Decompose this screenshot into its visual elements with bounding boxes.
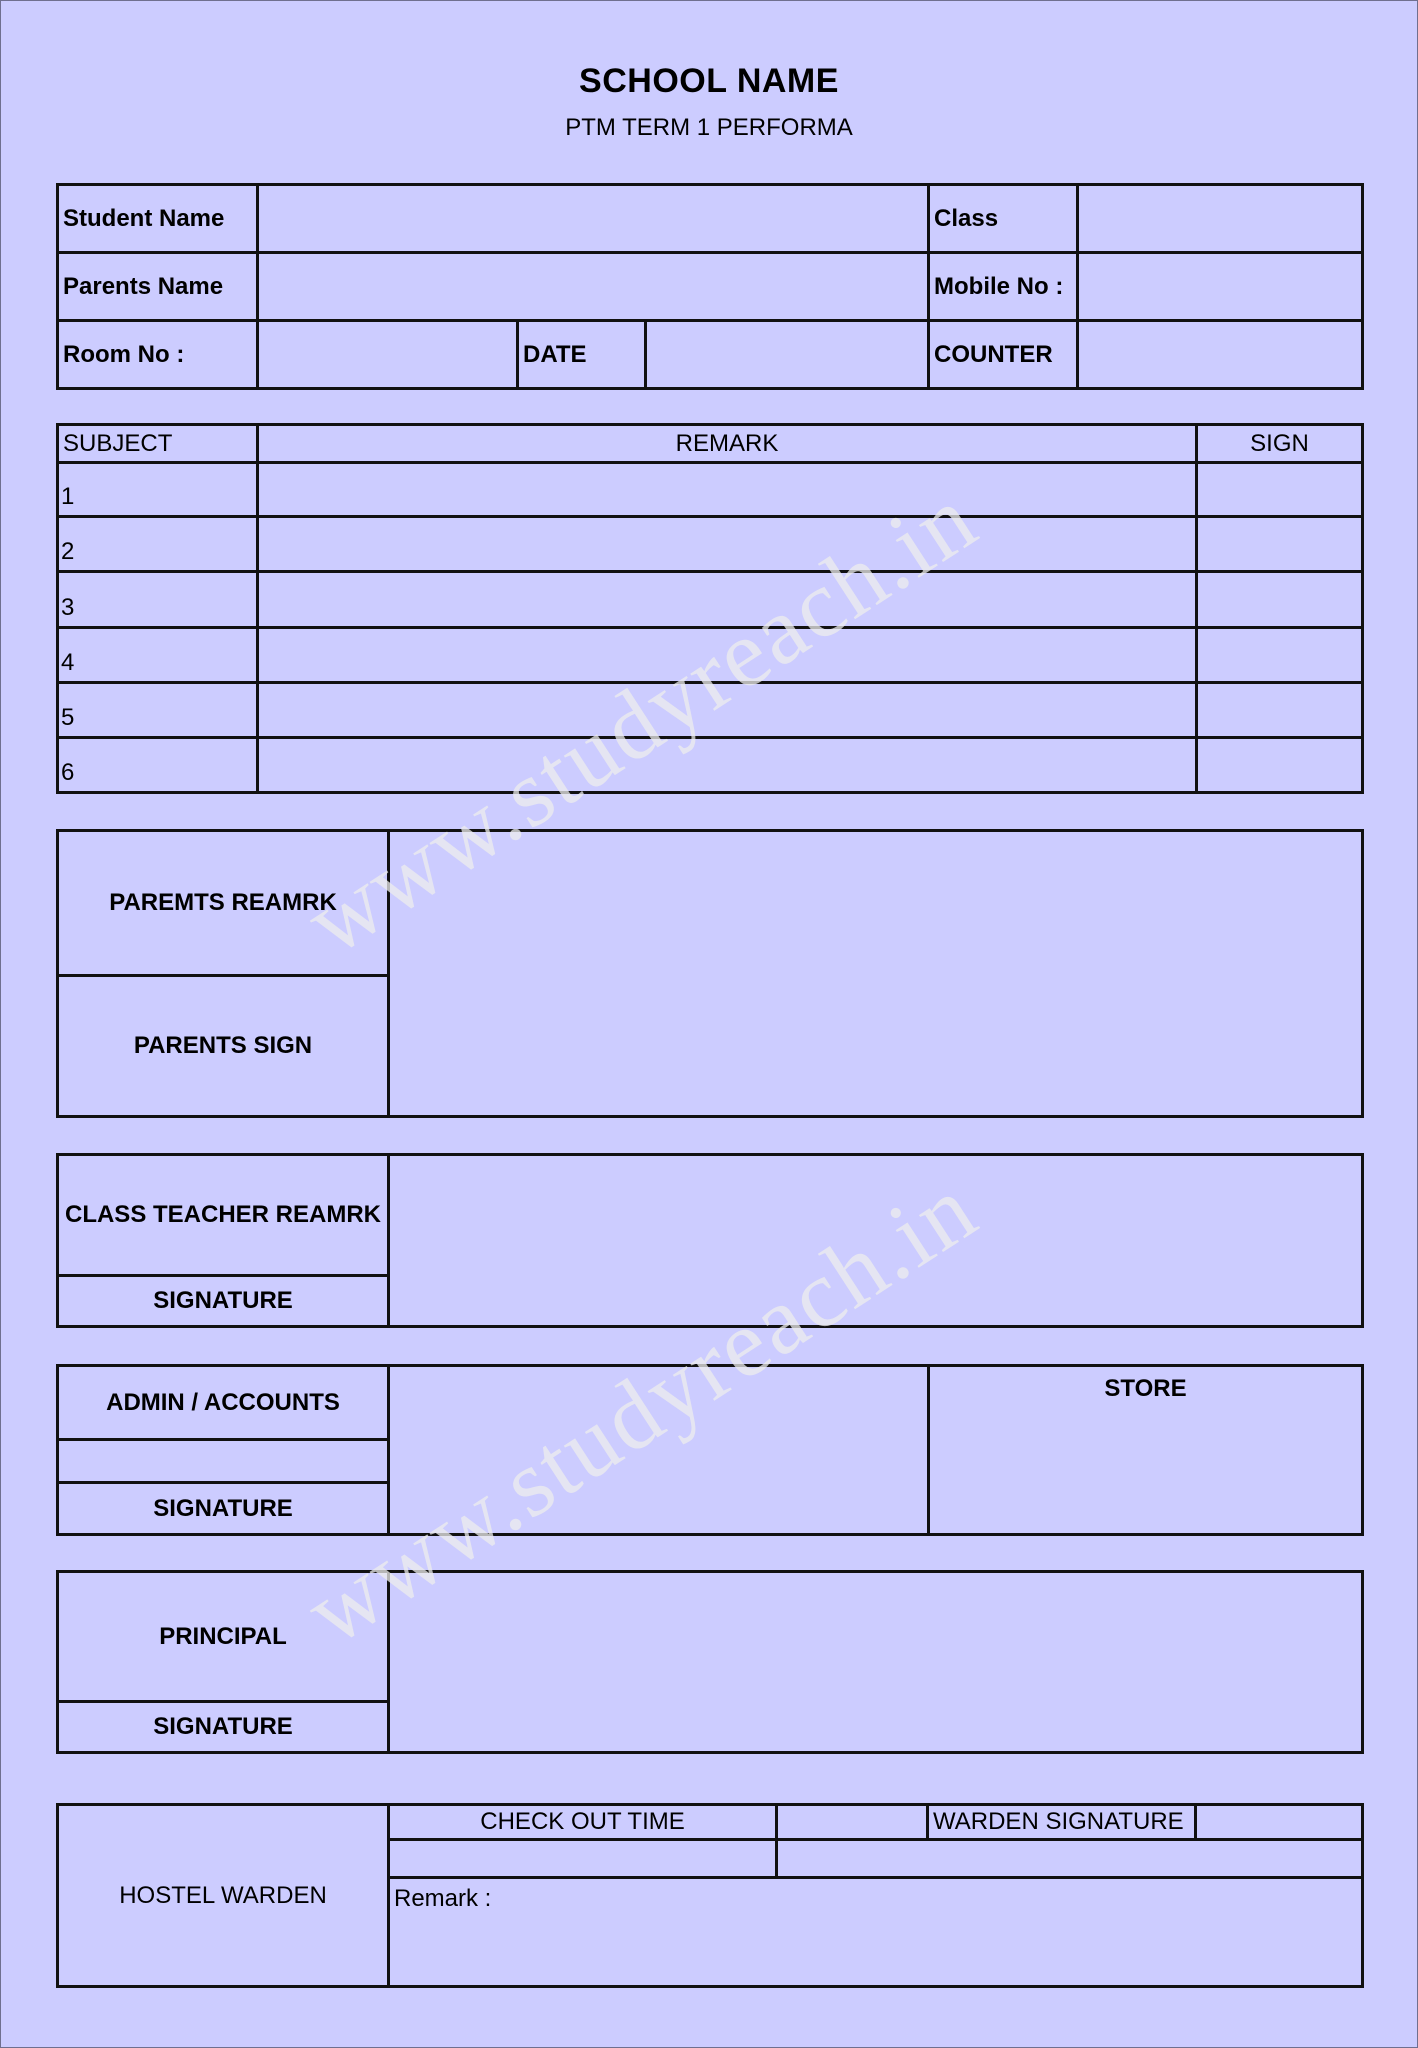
- student-name-label: Student Name: [58, 185, 258, 253]
- subject-sign-field[interactable]: [1197, 463, 1363, 517]
- class-teacher-signature-label: SIGNATURE: [58, 1276, 389, 1327]
- class-field[interactable]: [1078, 185, 1363, 253]
- subject-row-number: 6: [58, 738, 258, 793]
- form-subtitle: PTM TERM 1 PERFORMA: [565, 114, 853, 141]
- checkout-time-label: CHECK OUT TIME: [389, 1805, 777, 1840]
- subject-sign-field[interactable]: [1197, 572, 1363, 628]
- subject-remark-field[interactable]: [258, 572, 1197, 628]
- subject-row-number: 3: [58, 572, 258, 628]
- parents-name-label: Parents Name: [58, 253, 258, 321]
- admin-section-table: [56, 1364, 1364, 1536]
- sign-header: SIGN: [1197, 425, 1363, 463]
- subject-remark-field[interactable]: [258, 628, 1197, 683]
- warden-signature-value-field[interactable]: [777, 1840, 1363, 1878]
- subject-row-number: 1: [58, 463, 258, 517]
- student-info-table: [56, 183, 1364, 390]
- class-teacher-table: [56, 1153, 1364, 1328]
- mobile-field[interactable]: [1078, 253, 1363, 321]
- principal-label: PRINCIPAL: [58, 1572, 389, 1702]
- parents-sign-label: PARENTS SIGN: [58, 976, 389, 1117]
- hostel-warden-label: HOSTEL WARDEN: [58, 1805, 389, 1987]
- subject-header: SUBJECT: [58, 425, 258, 463]
- checkout-value-field[interactable]: [389, 1840, 777, 1878]
- subject-sign-field[interactable]: [1197, 517, 1363, 572]
- class-teacher-remark-label: CLASS TEACHER REAMRK: [58, 1155, 389, 1276]
- school-name-title: SCHOOL NAME: [579, 62, 839, 100]
- class-label: Class: [929, 185, 1078, 253]
- parents-remark-field[interactable]: [389, 831, 1363, 1117]
- checkout-time-field[interactable]: [777, 1805, 928, 1840]
- date-label: DATE: [518, 321, 646, 389]
- subject-remark-field[interactable]: [258, 738, 1197, 793]
- room-field[interactable]: [258, 321, 518, 389]
- date-field[interactable]: [646, 321, 929, 389]
- principal-remark-field[interactable]: [389, 1572, 1363, 1753]
- counter-label: COUNTER: [929, 321, 1078, 389]
- room-label: Room No :: [58, 321, 258, 389]
- warden-signature-field[interactable]: [1196, 1805, 1363, 1840]
- parents-section-table: [56, 829, 1364, 1118]
- parents-name-field[interactable]: [258, 253, 929, 321]
- subject-sign-field[interactable]: [1197, 738, 1363, 793]
- counter-field[interactable]: [1078, 321, 1363, 389]
- subject-sign-field[interactable]: [1197, 683, 1363, 738]
- subject-row-number: 2: [58, 517, 258, 572]
- hostel-section-table: [56, 1803, 1364, 1988]
- admin-signature-label: SIGNATURE: [58, 1483, 389, 1535]
- admin-remark-field[interactable]: [389, 1366, 929, 1535]
- subject-remark-field[interactable]: [258, 517, 1197, 572]
- watermark-text: www.studyreach.in: [286, 463, 995, 976]
- remark-header: REMARK: [258, 425, 1197, 463]
- subject-remark-field[interactable]: [258, 463, 1197, 517]
- parents-remark-label: PAREMTS REAMRK: [58, 831, 389, 976]
- hostel-remark-field[interactable]: Remark :: [389, 1878, 1363, 1987]
- principal-signature-label: SIGNATURE: [58, 1702, 389, 1753]
- principal-section-table: [56, 1570, 1364, 1754]
- store-label: STORE: [929, 1366, 1363, 1535]
- admin-blank-field[interactable]: [58, 1440, 389, 1483]
- admin-accounts-label: ADMIN / ACCOUNTS: [58, 1366, 389, 1440]
- watermark-text: www.studyreach.in: [286, 1153, 995, 1666]
- subject-row-number: 4: [58, 628, 258, 683]
- warden-signature-label: WARDEN SIGNATURE: [928, 1805, 1196, 1840]
- mobile-label: Mobile No :: [929, 253, 1078, 321]
- subject-remark-field[interactable]: [258, 683, 1197, 738]
- subject-row-number: 5: [58, 683, 258, 738]
- class-teacher-remark-field[interactable]: [389, 1155, 1363, 1327]
- subjects-table: [56, 423, 1364, 794]
- student-name-field[interactable]: [258, 185, 929, 253]
- subject-sign-field[interactable]: [1197, 628, 1363, 683]
